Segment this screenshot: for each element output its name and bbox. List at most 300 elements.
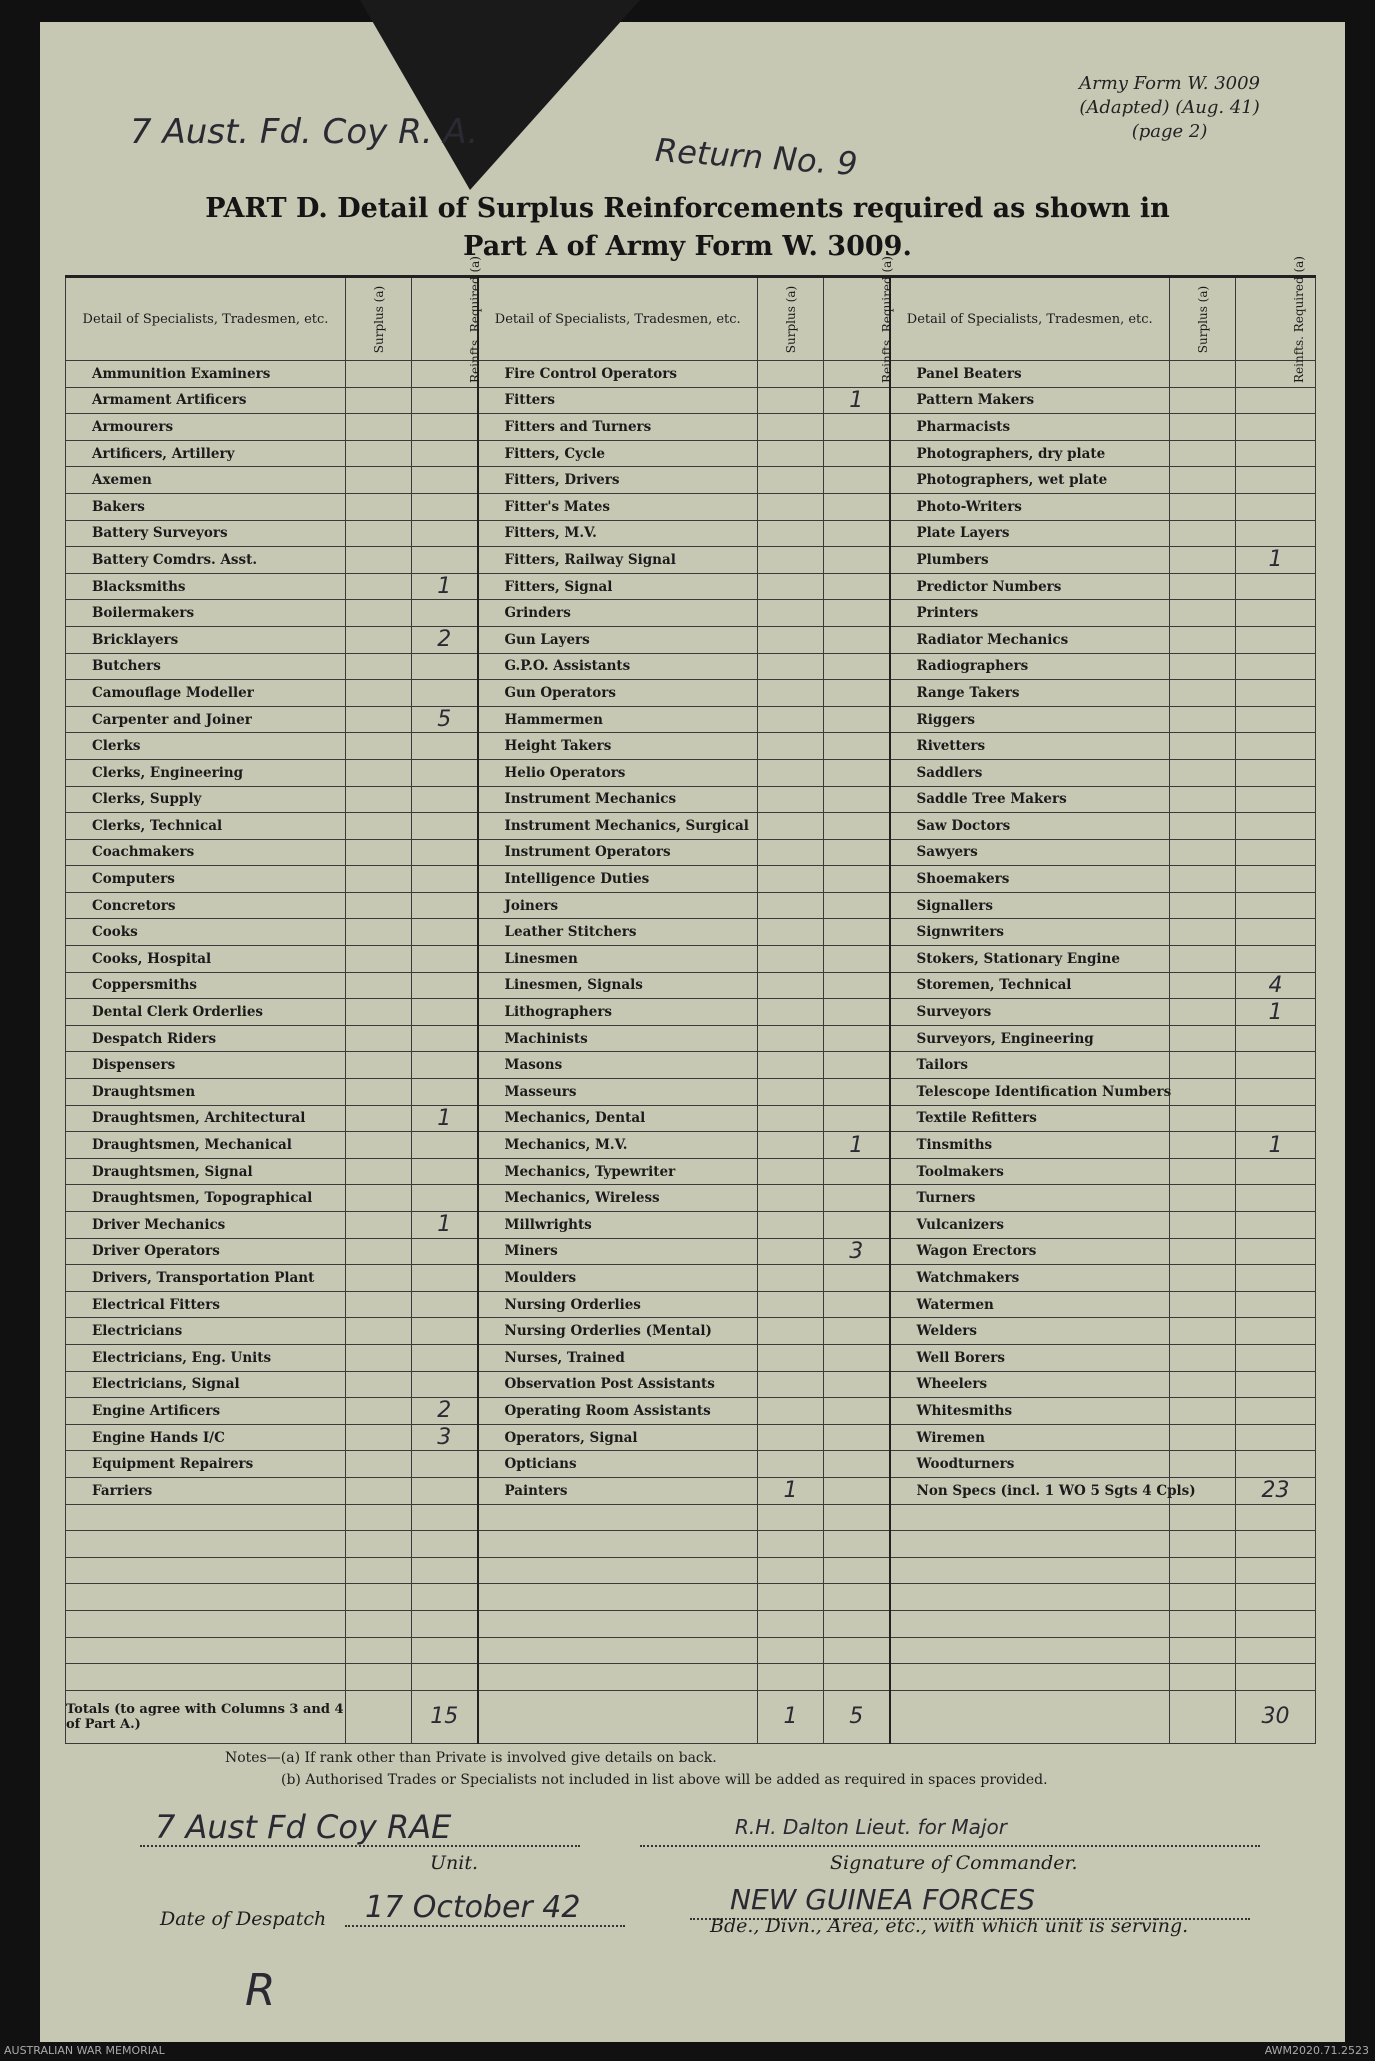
surplus-cell xyxy=(346,1531,412,1558)
surplus-cell xyxy=(1170,759,1236,786)
table-row xyxy=(66,1132,1316,1159)
surplus-cell xyxy=(1170,1079,1236,1106)
reinfts-cell xyxy=(412,440,478,467)
trade-name: Coppersmiths xyxy=(66,972,346,999)
trade-name xyxy=(890,1637,1170,1664)
trade-name: Vulcanizers xyxy=(890,1212,1170,1239)
table-row xyxy=(66,919,1316,946)
reinfts-cell xyxy=(824,1291,890,1318)
trade-name: Fire Control Operators xyxy=(478,361,758,388)
reinfts-cell xyxy=(412,1318,478,1345)
table-row xyxy=(66,866,1316,893)
surplus-cell xyxy=(346,1025,412,1052)
trade-name: Surveyors xyxy=(890,999,1170,1026)
trade-name: Joiners xyxy=(478,892,758,919)
surplus-cell xyxy=(1170,361,1236,388)
col-detail-1: Detail of Specialists, Tradesmen, etc. xyxy=(66,277,346,361)
reinfts-cell xyxy=(824,1557,890,1584)
trade-name: Operating Room Assistants xyxy=(478,1398,758,1425)
trade-name: Fitters and Turners xyxy=(478,414,758,441)
trade-name: Miners xyxy=(478,1238,758,1265)
reinfts-cell xyxy=(824,706,890,733)
surplus-cell xyxy=(1170,1344,1236,1371)
surplus-cell xyxy=(758,813,824,840)
surplus-cell xyxy=(346,547,412,574)
reinfts-cell xyxy=(824,467,890,494)
surplus-cell xyxy=(758,1664,824,1691)
trade-name xyxy=(66,1557,346,1584)
table-row xyxy=(66,759,1316,786)
surplus-cell xyxy=(1170,813,1236,840)
surplus-cell xyxy=(346,1291,412,1318)
surplus-cell xyxy=(1170,1291,1236,1318)
col-surplus-2: Surplus (a) xyxy=(758,277,824,361)
trade-name: Mechanics, Wireless xyxy=(478,1185,758,1212)
trade-name: Tinsmiths xyxy=(890,1132,1170,1159)
reinfts-cell: 2 xyxy=(412,1398,478,1425)
trade-name: Nursing Orderlies (Mental) xyxy=(478,1318,758,1345)
surplus-cell xyxy=(346,892,412,919)
reinfts-cell xyxy=(824,1079,890,1106)
table-row xyxy=(66,1291,1316,1318)
surplus-cell: 1 xyxy=(758,1477,824,1504)
reinfts-cell xyxy=(1236,520,1316,547)
reinfts-cell xyxy=(824,1318,890,1345)
trade-name: Masons xyxy=(478,1052,758,1079)
page-title xyxy=(0,190,1375,266)
reinfts-cell xyxy=(1236,1531,1316,1558)
trade-name: Stokers, Stationary Engine xyxy=(890,946,1170,973)
surplus-cell xyxy=(1170,1584,1236,1611)
table-row xyxy=(66,1451,1316,1478)
reinfts-cell xyxy=(1236,1212,1316,1239)
reinfts-cell xyxy=(1236,387,1316,414)
table-body xyxy=(66,361,1316,1691)
trade-name: Predictor Numbers xyxy=(890,573,1170,600)
reinfts-cell xyxy=(824,547,890,574)
surplus-cell xyxy=(1170,1212,1236,1239)
totals-row xyxy=(66,1690,1316,1743)
signature-line xyxy=(640,1845,1260,1847)
trade-name: Ammunition Examiners xyxy=(66,361,346,388)
trade-name: Millwrights xyxy=(478,1212,758,1239)
reinfts-cell xyxy=(1236,1504,1316,1531)
total-surplus-2: 1 xyxy=(758,1690,824,1743)
reinfts-cell xyxy=(1236,733,1316,760)
reinfts-cell xyxy=(1236,493,1316,520)
reinfts-cell: 1 xyxy=(412,1105,478,1132)
trade-name: Engine Hands I/C xyxy=(66,1424,346,1451)
surplus-cell xyxy=(1170,573,1236,600)
surplus-cell xyxy=(1170,919,1236,946)
reinfts-cell xyxy=(1236,1344,1316,1371)
reinfts-cell xyxy=(1236,813,1316,840)
reinfts-cell xyxy=(1236,600,1316,627)
form-number: Army Form W. 3009 xyxy=(1079,73,1260,94)
trade-name: Cooks, Hospital xyxy=(66,946,346,973)
reinfts-cell xyxy=(824,839,890,866)
surplus-cell xyxy=(346,414,412,441)
surplus-cell xyxy=(758,759,824,786)
trade-name: Wagon Erectors xyxy=(890,1238,1170,1265)
col-surplus-3: Surplus (a) xyxy=(1170,277,1236,361)
reinfts-cell xyxy=(1236,1398,1316,1425)
reinfts-cell xyxy=(824,892,890,919)
surplus-cell xyxy=(758,440,824,467)
surplus-cell xyxy=(758,1398,824,1425)
reinfts-cell xyxy=(1236,414,1316,441)
reinfts-cell xyxy=(824,1531,890,1558)
trade-name xyxy=(66,1584,346,1611)
reinfts-cell xyxy=(412,1185,478,1212)
table-row xyxy=(66,1025,1316,1052)
reinfts-cell xyxy=(1236,1371,1316,1398)
reinfts-cell xyxy=(412,1238,478,1265)
trade-name: Operators, Signal xyxy=(478,1424,758,1451)
trade-name: Equipment Repairers xyxy=(66,1451,346,1478)
unit-value: 7 Aust Fd Coy RAE xyxy=(155,1808,452,1846)
surplus-cell xyxy=(1170,1424,1236,1451)
surplus-cell xyxy=(758,1238,824,1265)
surplus-cell xyxy=(1170,493,1236,520)
reinfts-cell xyxy=(1236,626,1316,653)
reinfts-cell xyxy=(412,414,478,441)
reinfts-cell: 1 xyxy=(1236,999,1316,1026)
reinfts-cell xyxy=(1236,1238,1316,1265)
surplus-cell xyxy=(346,1185,412,1212)
totals-label: Totals (to agree with Columns 3 and 4 of Part A.) xyxy=(66,1690,346,1743)
surplus-cell xyxy=(758,387,824,414)
surplus-cell xyxy=(346,653,412,680)
surplus-cell xyxy=(346,1318,412,1345)
trade-name xyxy=(890,1531,1170,1558)
note-b: (b) Authorised Trades or Specialists not included in list above will be added as required in spaces provided. xyxy=(281,1772,1048,1788)
reinfts-cell: 5 xyxy=(412,706,478,733)
surplus-cell xyxy=(346,1212,412,1239)
surplus-cell xyxy=(758,1451,824,1478)
reinforcement-table xyxy=(65,255,1316,1744)
handwritten-unit-top: 7 Aust. Fd. Coy R. A. xyxy=(130,112,479,152)
trade-name: Fitters, Drivers xyxy=(478,467,758,494)
surplus-cell xyxy=(346,733,412,760)
trade-name: Linesmen xyxy=(478,946,758,973)
surplus-cell xyxy=(758,1424,824,1451)
trade-name: Axemen xyxy=(66,467,346,494)
trade-name: Draughtsmen, Mechanical xyxy=(66,1132,346,1159)
reinfts-cell xyxy=(824,1185,890,1212)
trade-name: Telescope Identification Numbers xyxy=(890,1079,1170,1106)
reinfts-cell xyxy=(1236,892,1316,919)
table-row xyxy=(66,600,1316,627)
surplus-cell xyxy=(758,467,824,494)
table-row xyxy=(66,1318,1316,1345)
surplus-cell xyxy=(1170,1557,1236,1584)
trade-name: Opticians xyxy=(478,1451,758,1478)
trade-name: Blacksmiths xyxy=(66,573,346,600)
trade-name: Printers xyxy=(890,600,1170,627)
trade-name: Hammermen xyxy=(478,706,758,733)
trade-name: Painters xyxy=(478,1477,758,1504)
reinfts-cell xyxy=(412,999,478,1026)
trade-name: Boilermakers xyxy=(66,600,346,627)
table-row xyxy=(66,1477,1316,1504)
surplus-cell xyxy=(758,866,824,893)
trade-name: Clerks xyxy=(66,733,346,760)
surplus-cell xyxy=(758,1158,824,1185)
table-row xyxy=(66,1398,1316,1425)
surplus-cell xyxy=(1170,1504,1236,1531)
col-surplus-1: Surplus (a) xyxy=(346,277,412,361)
trade-name: Helio Operators xyxy=(478,759,758,786)
trade-name: Electricians xyxy=(66,1318,346,1345)
trade-name: Masseurs xyxy=(478,1079,758,1106)
reinfts-cell xyxy=(412,1052,478,1079)
trade-name: Nursing Orderlies xyxy=(478,1291,758,1318)
surplus-cell xyxy=(1170,1610,1236,1637)
trade-name: Clerks, Technical xyxy=(66,813,346,840)
surplus-cell xyxy=(346,493,412,520)
reinfts-cell xyxy=(412,1265,478,1292)
reinfts-cell xyxy=(412,972,478,999)
surplus-cell xyxy=(346,813,412,840)
trade-name: Computers xyxy=(66,866,346,893)
surplus-cell xyxy=(758,1025,824,1052)
reinfts-cell xyxy=(824,440,890,467)
trade-name: Well Borers xyxy=(890,1344,1170,1371)
surplus-cell xyxy=(758,946,824,973)
unit-line xyxy=(140,1845,580,1847)
trade-name: Carpenter and Joiner xyxy=(66,706,346,733)
table-row xyxy=(66,1637,1316,1664)
trade-name: Sawyers xyxy=(890,839,1170,866)
reinfts-cell xyxy=(412,1531,478,1558)
reinfts-cell xyxy=(412,1557,478,1584)
surplus-cell xyxy=(1170,1531,1236,1558)
reinfts-cell xyxy=(1236,1584,1316,1611)
total-surplus-1 xyxy=(346,1690,412,1743)
trade-name: Butchers xyxy=(66,653,346,680)
trade-name: Bricklayers xyxy=(66,626,346,653)
table-row xyxy=(66,573,1316,600)
trade-name: Lithographers xyxy=(478,999,758,1026)
table-row xyxy=(66,1371,1316,1398)
table-row xyxy=(66,1557,1316,1584)
trade-name: Plate Layers xyxy=(890,520,1170,547)
table-row xyxy=(66,1079,1316,1106)
reinfts-cell xyxy=(824,1424,890,1451)
surplus-cell xyxy=(1170,1105,1236,1132)
trade-name: Surveyors, Engineering xyxy=(890,1025,1170,1052)
trade-name: Coachmakers xyxy=(66,839,346,866)
surplus-cell xyxy=(758,653,824,680)
form-identifier xyxy=(1079,72,1260,144)
reinfts-cell xyxy=(824,1265,890,1292)
table-row xyxy=(66,1052,1316,1079)
reinfts-cell xyxy=(824,1610,890,1637)
surplus-cell xyxy=(346,866,412,893)
surplus-cell xyxy=(1170,626,1236,653)
col-detail-2: Detail of Specialists, Tradesmen, etc. xyxy=(478,277,758,361)
reinfts-cell xyxy=(412,680,478,707)
col-reinfts-3: Reinfts. Required (a) xyxy=(1236,277,1316,361)
surplus-cell xyxy=(346,1610,412,1637)
trade-name: Gun Operators xyxy=(478,680,758,707)
reinfts-cell xyxy=(1236,467,1316,494)
table-row xyxy=(66,1158,1316,1185)
surplus-cell xyxy=(1170,972,1236,999)
trade-name: Nurses, Trained xyxy=(478,1344,758,1371)
surplus-cell xyxy=(758,706,824,733)
trade-name xyxy=(478,1664,758,1691)
reinfts-cell xyxy=(412,387,478,414)
form-adapted: (Adapted) (Aug. 41) xyxy=(1079,97,1260,118)
reinfts-cell xyxy=(1236,1451,1316,1478)
surplus-cell xyxy=(758,733,824,760)
trade-name xyxy=(890,1610,1170,1637)
footer-right: AWM2020.71.2523 xyxy=(1264,2044,1369,2057)
trade-name: Wiremen xyxy=(890,1424,1170,1451)
trade-name xyxy=(66,1531,346,1558)
reinfts-cell xyxy=(412,653,478,680)
table-row xyxy=(66,547,1316,574)
surplus-cell xyxy=(346,1344,412,1371)
initials-mark: R xyxy=(245,1965,276,2016)
trade-name: Range Takers xyxy=(890,680,1170,707)
trade-name xyxy=(890,1664,1170,1691)
reinfts-cell xyxy=(1236,919,1316,946)
trade-name xyxy=(66,1504,346,1531)
table-row xyxy=(66,1610,1316,1637)
surplus-cell xyxy=(346,467,412,494)
table-row xyxy=(66,1105,1316,1132)
trade-name: Mechanics, Dental xyxy=(478,1105,758,1132)
surplus-cell xyxy=(758,414,824,441)
col-reinfts-1: Reinfts. Required (a) xyxy=(412,277,478,361)
surplus-cell xyxy=(346,361,412,388)
reinfts-cell xyxy=(1236,1610,1316,1637)
table-row xyxy=(66,361,1316,388)
trade-name: Drivers, Transportation Plant xyxy=(66,1265,346,1292)
reinfts-cell xyxy=(412,786,478,813)
table-row xyxy=(66,1584,1316,1611)
surplus-cell xyxy=(758,999,824,1026)
surplus-cell xyxy=(346,1584,412,1611)
surplus-cell xyxy=(1170,839,1236,866)
surplus-cell xyxy=(1170,1238,1236,1265)
reinfts-cell xyxy=(412,1477,478,1504)
surplus-cell xyxy=(346,759,412,786)
reinfts-cell: 1 xyxy=(412,1212,478,1239)
trade-name: Riggers xyxy=(890,706,1170,733)
trade-name: Saddlers xyxy=(890,759,1170,786)
table-row xyxy=(66,1344,1316,1371)
surplus-cell xyxy=(346,1238,412,1265)
reinfts-cell xyxy=(824,1398,890,1425)
surplus-cell xyxy=(346,999,412,1026)
reinfts-cell xyxy=(1236,1637,1316,1664)
reinfts-cell xyxy=(824,919,890,946)
surplus-cell xyxy=(1170,946,1236,973)
reinfts-cell xyxy=(1236,786,1316,813)
trade-name: Radiographers xyxy=(890,653,1170,680)
trade-name: Pattern Makers xyxy=(890,387,1170,414)
reinfts-cell xyxy=(824,1371,890,1398)
trade-name: Cooks xyxy=(66,919,346,946)
surplus-cell xyxy=(346,946,412,973)
reinfts-cell xyxy=(412,839,478,866)
table-row xyxy=(66,440,1316,467)
trade-name: Toolmakers xyxy=(890,1158,1170,1185)
reinfts-cell xyxy=(1236,1052,1316,1079)
surplus-cell xyxy=(1170,1637,1236,1664)
surplus-cell xyxy=(346,1504,412,1531)
surplus-cell xyxy=(758,786,824,813)
surplus-cell xyxy=(346,1158,412,1185)
reinfts-cell xyxy=(1236,866,1316,893)
trade-name xyxy=(478,1557,758,1584)
reinfts-cell xyxy=(824,1025,890,1052)
reinfts-cell xyxy=(824,733,890,760)
reinfts-cell xyxy=(1236,946,1316,973)
surplus-cell xyxy=(758,600,824,627)
reinfts-cell xyxy=(412,1079,478,1106)
trade-name: Farriers xyxy=(66,1477,346,1504)
surplus-cell xyxy=(346,839,412,866)
surplus-cell xyxy=(1170,520,1236,547)
table-row xyxy=(66,1424,1316,1451)
reinfts-cell xyxy=(412,813,478,840)
trade-name: Armament Artificers xyxy=(66,387,346,414)
reinfts-cell xyxy=(824,866,890,893)
surplus-cell xyxy=(758,1105,824,1132)
reinfts-cell xyxy=(824,493,890,520)
trade-name xyxy=(478,1504,758,1531)
reinfts-cell: 1 xyxy=(1236,547,1316,574)
trade-name xyxy=(478,1584,758,1611)
title-line-2: Part A of Army Form W. 3009. xyxy=(463,231,912,262)
col-detail-3: Detail of Specialists, Tradesmen, etc. xyxy=(890,277,1170,361)
handwritten-return-number: Return No. 9 xyxy=(653,130,859,184)
trade-name: Welders xyxy=(890,1318,1170,1345)
trade-name: Shoemakers xyxy=(890,866,1170,893)
trade-name: Grinders xyxy=(478,600,758,627)
surplus-cell xyxy=(1170,706,1236,733)
surplus-cell xyxy=(758,972,824,999)
note-a: Notes—(a) If rank other than Private is involved give details on back. xyxy=(225,1750,717,1766)
reinfts-cell xyxy=(1236,1265,1316,1292)
trade-name: Signallers xyxy=(890,892,1170,919)
reinfts-cell xyxy=(1236,759,1316,786)
surplus-cell xyxy=(758,919,824,946)
reinfts-cell xyxy=(412,1132,478,1159)
trade-name: Storemen, Technical xyxy=(890,972,1170,999)
surplus-cell xyxy=(758,1052,824,1079)
reinfts-cell xyxy=(412,1610,478,1637)
trade-name: Fitters, M.V. xyxy=(478,520,758,547)
reinfts-cell xyxy=(412,1371,478,1398)
trade-name: Intelligence Duties xyxy=(478,866,758,893)
date-line xyxy=(345,1925,625,1927)
trade-name: Plumbers xyxy=(890,547,1170,574)
reinfts-cell: 3 xyxy=(824,1238,890,1265)
formation-value: NEW GUINEA FORCES xyxy=(730,1883,1035,1916)
surplus-cell xyxy=(758,1610,824,1637)
surplus-cell xyxy=(758,493,824,520)
trade-name xyxy=(66,1664,346,1691)
trade-name: Camouflage Modeller xyxy=(66,680,346,707)
surplus-cell xyxy=(346,972,412,999)
reinfts-cell xyxy=(1236,1158,1316,1185)
